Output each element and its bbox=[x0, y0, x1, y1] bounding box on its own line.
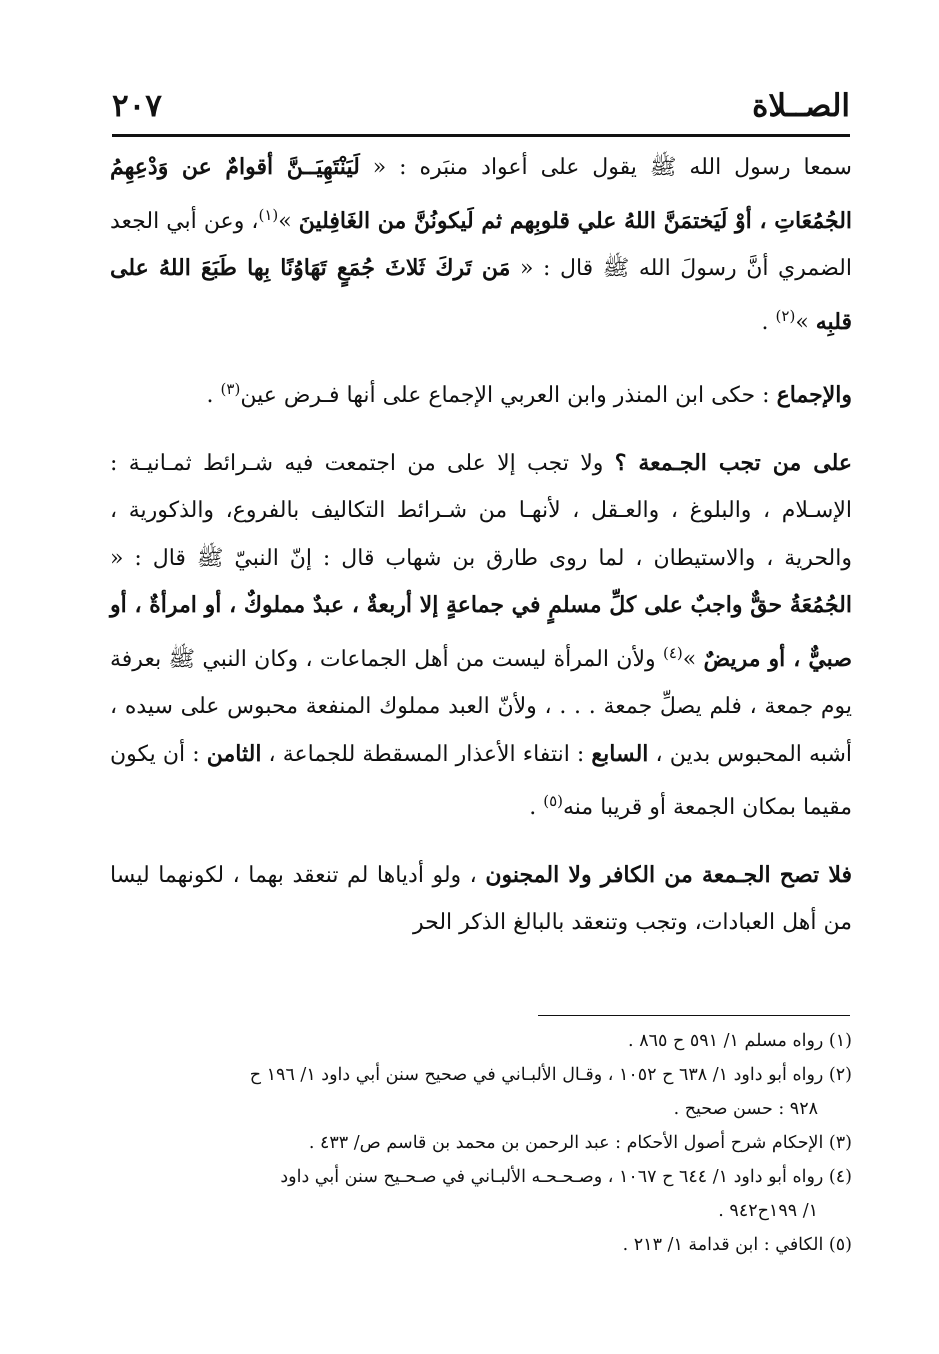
text-run: » bbox=[682, 646, 704, 672]
footnote-ref: (٣) bbox=[220, 380, 241, 398]
footnote-continuation: ٩٢٨ : حسن صحيح . bbox=[673, 1099, 818, 1119]
text-run: : أن يكون مقيما بمكان الجمعة أو قريبا منه bbox=[110, 741, 852, 820]
header-rule bbox=[112, 134, 850, 137]
text-run: : انتفاء الأعذار المسقطة للجماعة ، bbox=[261, 741, 592, 767]
hadith-text: الجُمُعَةُ حقٌّ واجبٌ على كلِّ مسلمٍ في جماعةٍ إلا أربعةٌ ، عبدٌ مملوكٌ ، أو امرأةٌ ، أو صبيٌّ ، أو مريضٌ bbox=[110, 592, 853, 672]
paragraph-conditions bbox=[110, 440, 852, 832]
footnote-ref: (١) bbox=[258, 205, 279, 224]
text-run: ، ولو أدياها لم تنعقد بهما ، لكونهما ليسا من أهل العبادات، وتجب وتنعقد بالبالغ الذكر الحر bbox=[110, 862, 852, 935]
footnote: (١) رواه مسلم ١/ ٥٩١ ح ٨٦٥ . bbox=[628, 1031, 852, 1051]
section-heading: فلا تصح الجـمعة من الكافر ولا المجنون bbox=[485, 861, 853, 888]
page-number: ٢٠٧ bbox=[112, 88, 162, 124]
footnote-ref: (٥) bbox=[543, 792, 563, 810]
section-term: والإجماع bbox=[776, 382, 852, 408]
text-run: . bbox=[206, 383, 221, 408]
paragraph-ijma bbox=[110, 366, 852, 420]
footnote-ref: (٢) bbox=[775, 306, 796, 325]
footnote: (٢) رواه أبو داود ١/ ٦٣٨ ح ١٠٥٢ ، وقـال الألبـاني في صحيح سنن أبي داود ١/ ١٩٦ ح bbox=[249, 1065, 852, 1085]
text-run: . bbox=[529, 795, 544, 820]
page-header bbox=[112, 80, 850, 132]
text-run: . bbox=[761, 309, 776, 335]
text-run: سمعا رسول الله ﷺ يقول على أعواد منبَره : « bbox=[359, 155, 852, 180]
footnote-continuation: ١/ ١٩٩ح٩٤٢ . bbox=[718, 1201, 818, 1221]
text-run: : حكى ابن المنذر وابن العربي الإجماع على أنها فـرض عين bbox=[240, 383, 777, 408]
footnotes bbox=[110, 1024, 852, 1262]
text-run: » bbox=[278, 208, 299, 234]
footnote: (٤) رواه أبو داود ١/ ٦٤٤ ح ١٠٦٧ ، وصـحـحـه الألبـاني في صـحـيح سنن أبي داود bbox=[280, 1167, 852, 1187]
footnote: (٣) الإحكام شرح أصول الأحكام : عبد الرحمن بن محمد بن قاسم ص/ ٤٣٣ . bbox=[308, 1133, 852, 1153]
section-heading: على من تجب الجـمعة ؟ bbox=[614, 449, 852, 476]
text-run: ولا تجب إلا على من اجتمعت فيه شـرائط ثمـانيـة : الإسـلام ، والبلوغ ، والعـقل ، لأنهـا من شـرائط التكاليف بالفروع، والذكورية ، والحرية ، والاستيطان ، لما روى طارق بن شهاب قال : إنّ النبيّ ﷺ قال : « bbox=[110, 450, 852, 571]
hadith-text: مَن تَركَ ثَلاثَ جُمَعٍ تَهَاوُنًا بِها طَبَعَ اللهُ على قلبِه bbox=[110, 255, 852, 335]
main-text bbox=[110, 144, 852, 947]
paragraph-hadith-friday bbox=[110, 144, 852, 346]
footnote-rule bbox=[538, 1015, 850, 1016]
text-run: ولأن المرأة ليست من أهل الجماعات ، وكان النبي ﷺ بعرفة يوم جمعة ، فلم يصلِّ جمعة . . . ، ولأنّ العبد مملوك المنفعة محبوس على سيده ، أشبه المحبوس بدين ، bbox=[110, 646, 852, 767]
paragraph-validity bbox=[110, 852, 852, 947]
text-run: » bbox=[795, 309, 816, 335]
hadith-text: لَيَنْتَهِيَــنَّ أقوامٌ عن وَدْعِهِمُ الجُمُعَاتِ ، أوْ لَيَختمَنَّ اللهُ علي قلوبِهم ثم لَيكونُنَّ من الغَافِلينَ bbox=[110, 154, 853, 234]
condition-label: السابع bbox=[591, 740, 649, 767]
condition-label: الثامن bbox=[206, 740, 262, 767]
text-run: ، وعن أبي الجعد الضمري أنَّ رسولَ الله ﷺ قال : « bbox=[110, 208, 852, 281]
footnote: (٥) الكافي : ابن قدامة ١/ ٢١٣ . bbox=[622, 1235, 852, 1255]
running-title: الصــلاة bbox=[752, 88, 850, 124]
footnote-ref: (٤) bbox=[662, 643, 683, 662]
